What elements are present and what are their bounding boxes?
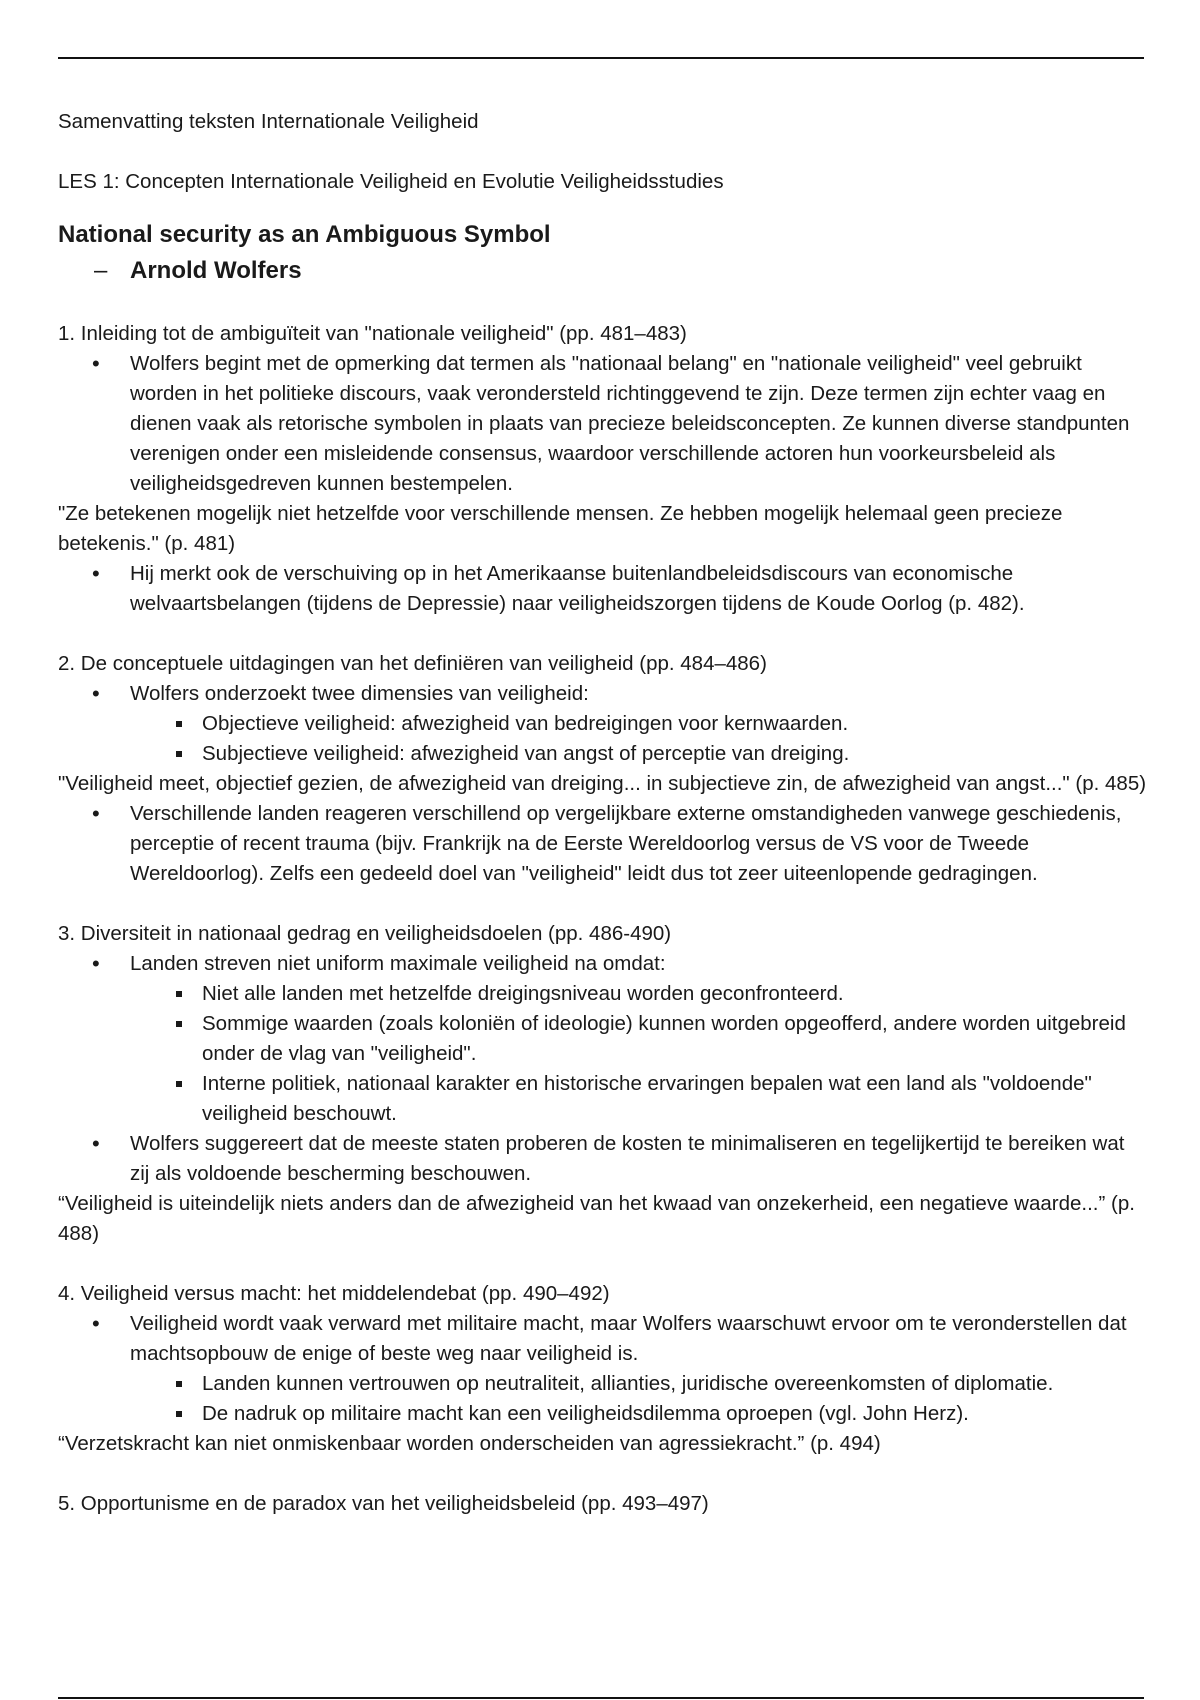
bullet-list bbox=[58, 679, 1148, 769]
section-heading: 5. Opportunisme en de paradox van het veiligheidsbeleid (pp. 493–497) bbox=[58, 1492, 709, 1515]
quote: “Veiligheid is uiteindelijk niets anders dan de afwezigheid van het kwaad van onzekerheid, een negatieve waarde...” (p. 488) bbox=[58, 1192, 1135, 1245]
sub-bullet-list bbox=[130, 1369, 1148, 1429]
quote: "Veiligheid meet, objectief gezien, de afwezigheid van dreiging... in subjectieve zin, de afwezigheid van angst..." (p. 485) bbox=[58, 772, 1147, 795]
article-title: National security as an Ambiguous Symbol bbox=[58, 221, 551, 248]
bullet-list bbox=[58, 349, 1148, 499]
section-3 bbox=[58, 919, 1148, 1249]
quote: “Verzetskracht kan niet onmiskenbaar worden onderscheiden van agressiekracht.” (p. 494) bbox=[58, 1432, 881, 1455]
sub-bullet-list bbox=[130, 709, 1148, 769]
section-5 bbox=[58, 1489, 1148, 1519]
section-heading: 3. Diversiteit in nationaal gedrag en veiligheidsdoelen (pp. 486-490) bbox=[58, 922, 672, 945]
bullet-list bbox=[58, 799, 1148, 889]
bullet-text: Veiligheid wordt vaak verward met militaire macht, maar Wolfers waarschuwt ervoor om te veronderstellen dat machtsopbouw de enige of beste weg naar veiligheid is. bbox=[130, 1312, 1127, 1365]
sub-bullet-item: Niet alle landen met hetzelfde dreigingsniveau worden geconfronteerd. bbox=[130, 979, 1148, 1009]
bullet-text: Landen streven niet uniform maximale veiligheid na omdat: bbox=[130, 952, 666, 975]
quote: "Ze betekenen mogelijk niet hetzelfde voor verschillende mensen. Ze hebben mogelijk helemaal geen precieze betekenis." (p. 481) bbox=[58, 502, 1063, 555]
bullet-item: • Verschillende landen reageren verschillend op vergelijkbare externe omstandigheden vanwege geschiedenis, perceptie of recent trauma (bijv. Frankrijk na de Eerste Wereldoorlog versus de VS voor de Tweede Wereldoorlog). Zelfs een gedeeld doel van "veiligheid" leidt dus tot zeer uiteenlopende gedragingen. bbox=[58, 799, 1148, 889]
bullet-list bbox=[58, 559, 1148, 619]
author-line bbox=[58, 253, 1148, 289]
section-2 bbox=[58, 649, 1148, 889]
section-heading: 2. De conceptuele uitdagingen van het definiëren van veiligheid (pp. 484–486) bbox=[58, 652, 767, 675]
document-body bbox=[58, 107, 1148, 1519]
bullet-list bbox=[58, 1309, 1148, 1429]
sub-bullet-item: De nadruk op militaire macht kan een veiligheidsdilemma oproepen (vgl. John Herz). bbox=[130, 1399, 1148, 1429]
section-heading: 4. Veiligheid versus macht: het middelendebat (pp. 490–492) bbox=[58, 1282, 610, 1305]
document-title: Samenvatting teksten Internationale Veiligheid bbox=[58, 110, 479, 133]
top-rule bbox=[58, 57, 1144, 59]
bullet-item bbox=[58, 949, 1148, 1129]
sub-bullet-item: Interne politiek, nationaal karakter en historische ervaringen bepalen wat een land als "voldoende" veiligheid beschouwt. bbox=[130, 1069, 1148, 1129]
section-4 bbox=[58, 1279, 1148, 1459]
sub-bullet-item: Sommige waarden (zoals koloniën of ideologie) kunnen worden opgeofferd, andere worden uitgebreid onder de vlag van "veiligheid". bbox=[130, 1009, 1148, 1069]
section-heading: 1. Inleiding tot de ambiguïteit van "nationale veiligheid" (pp. 481–483) bbox=[58, 322, 687, 345]
author-dash: – bbox=[94, 257, 108, 284]
bullet-item: • Hij merkt ook de verschuiving op in het Amerikaanse buitenlandbeleidsdiscours van economische welvaartsbelangen (tijdens de Depressie) naar veiligheidszorgen tijdens de Koude Oorlog (p. 482). bbox=[58, 559, 1148, 619]
lesson-heading: LES 1: Concepten Internationale Veiligheid en Evolutie Veiligheidsstudies bbox=[58, 170, 724, 193]
bullet-item: • Wolfers suggereert dat de meeste staten proberen de kosten te minimaliseren en tegelijkertijd te bereiken wat zij als voldoende bescherming beschouwen. bbox=[58, 1129, 1148, 1189]
bullet-item bbox=[58, 1309, 1148, 1429]
author-name: Arnold Wolfers bbox=[130, 257, 302, 284]
bullet-text: Wolfers onderzoekt twee dimensies van veiligheid: bbox=[130, 682, 589, 705]
bullet-item: • Wolfers begint met de opmerking dat termen als "nationaal belang" en "nationale veiligheid" veel gebruikt worden in het politieke discours, vaak verondersteld richtinggevend te zijn. Deze termen zijn echter vaag en dienen vaak als retorische symbolen in plaats van precieze beleidsconcepten. Ze kunnen diverse standpunten verenigen onder een misleidende consensus, waardoor verschillende actoren hun voorkeursbeleid als veiligheidsgedreven kunnen bestempelen. bbox=[58, 349, 1148, 499]
sub-bullet-item: Subjectieve veiligheid: afwezigheid van angst of perceptie van dreiging. bbox=[130, 739, 1148, 769]
bullet-list bbox=[58, 949, 1148, 1189]
section-1 bbox=[58, 319, 1148, 619]
sub-bullet-list bbox=[130, 979, 1148, 1129]
sub-bullet-item: Landen kunnen vertrouwen op neutraliteit, allianties, juridische overeenkomsten of diplomatie. bbox=[130, 1369, 1148, 1399]
sub-bullet-item: Objectieve veiligheid: afwezigheid van bedreigingen voor kernwaarden. bbox=[130, 709, 1148, 739]
bottom-rule bbox=[58, 1697, 1144, 1699]
bullet-item bbox=[58, 679, 1148, 769]
